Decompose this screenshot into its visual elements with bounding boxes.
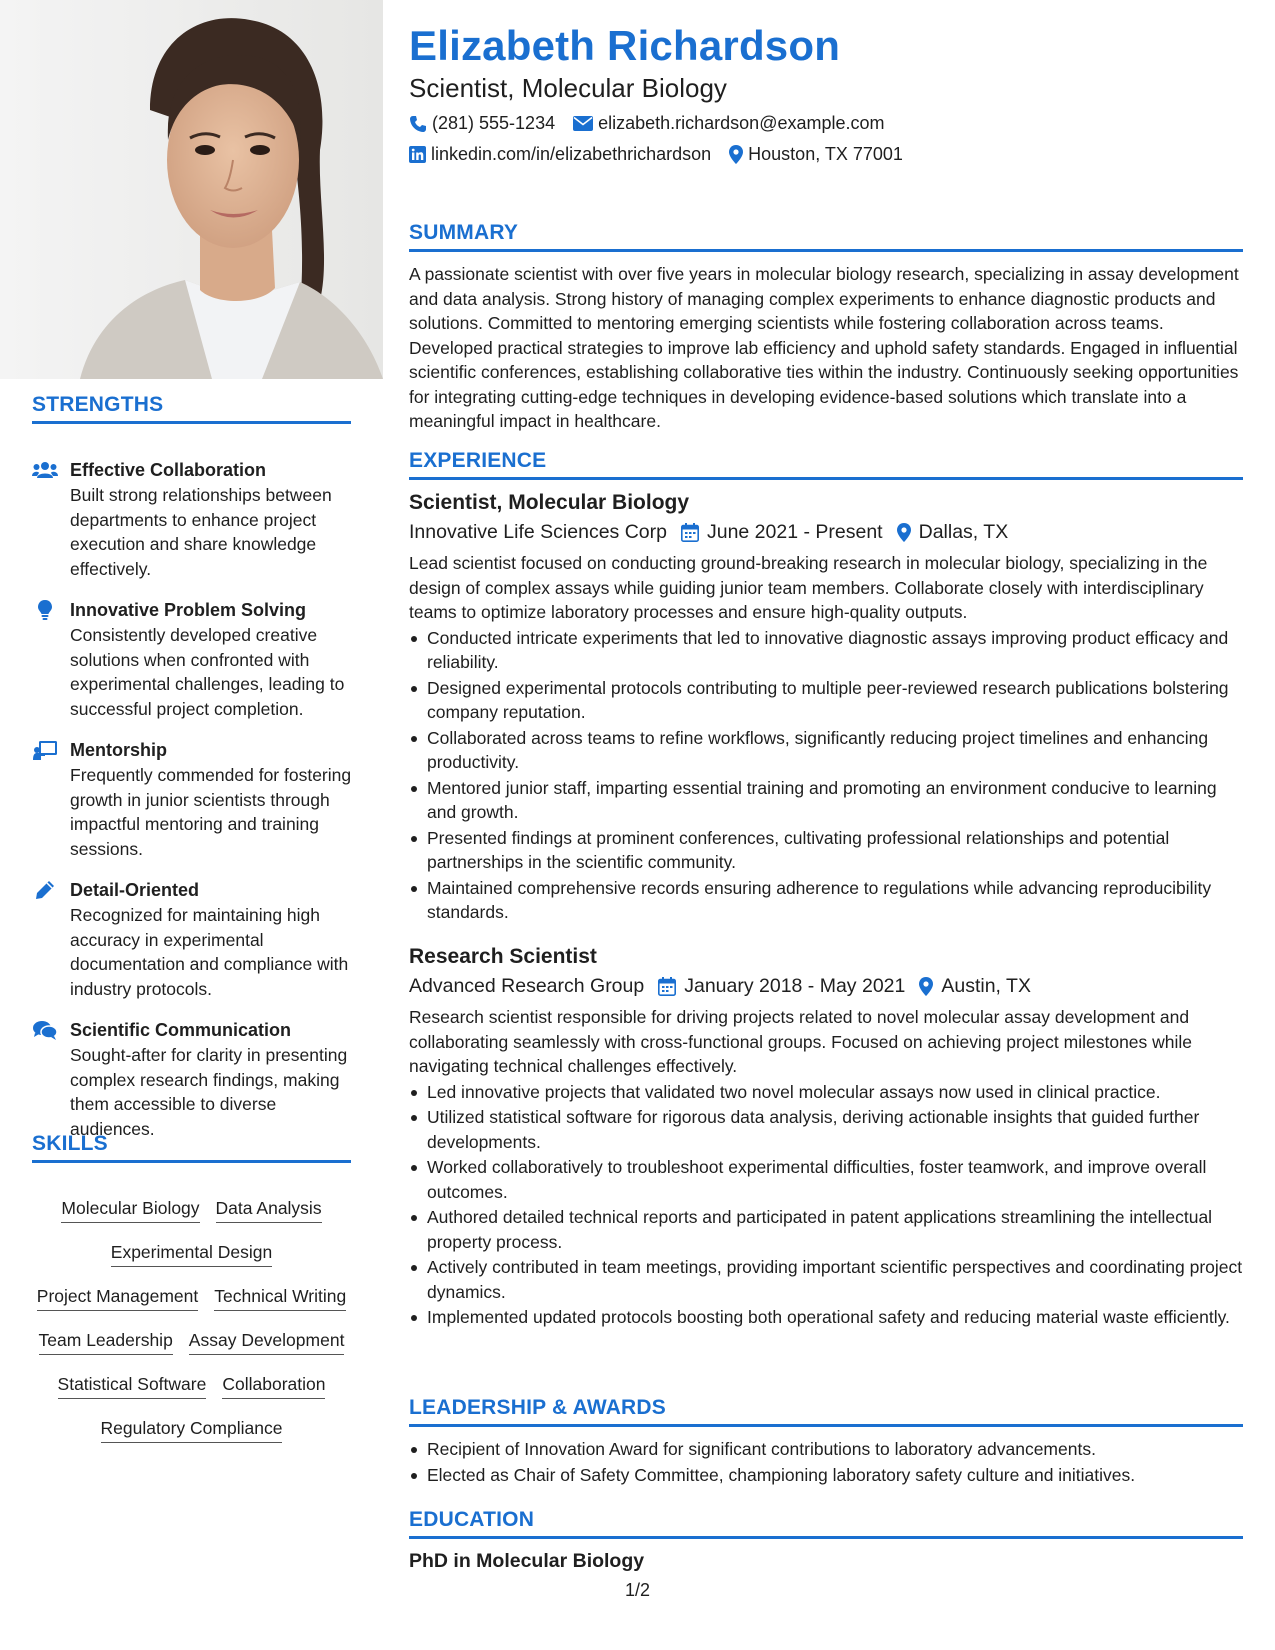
strengths-heading: STRENGTHS <box>32 393 351 424</box>
job-entry <box>409 489 1243 926</box>
skill-tag: Regulatory Compliance <box>101 1416 283 1443</box>
job-summary: Research scientist responsible for driving projects related to novel molecular assay development and collaborating seamlessly with cross-functional groups. Focused on achieving project milestones while navigating technical challenges effectively. <box>409 1007 1193 1076</box>
map-pin-icon <box>897 523 911 542</box>
list-item: Presented findings at prominent conferences, cultivating professional relationships and potential partnerships in the scientific community. <box>409 826 1243 875</box>
list-item: Utilized statistical software for rigorous data analysis, deriving actionable insights that guided further developments. <box>409 1105 1243 1154</box>
strength-item <box>32 878 357 1001</box>
envelope-icon <box>573 116 593 131</box>
strength-item <box>32 598 357 721</box>
strength-description: Consistently developed creative solutions when confronted with experimental challenges, leading to successful project completion. <box>70 625 345 719</box>
pencil-icon <box>32 880 58 900</box>
skills-list <box>32 1196 351 1443</box>
phone-icon <box>409 115 427 133</box>
comments-icon <box>32 1020 58 1040</box>
job-meta <box>409 521 1243 544</box>
job-location-text: Austin, TX <box>941 975 1031 997</box>
summary-text: A passionate scientist with over five years in molecular biology research, specializing in assay development and data analysis. Strong history of managing complex experiments to enhance diagnostic products and solutions. Committed to mentoring emerging scientists while fostering collaboration across teams. Developed practical strategies to improve lab efficiency and uphold safety standards. Engaged in influential scientific conferences, establishing collaborative ties within the industry. Continuously seeking opportunities for integrating cutting-edge techniques in developing evidence-based solutions which translate into a meaningful impact in healthcare. <box>409 264 1239 431</box>
chalkboard-teacher-icon <box>32 740 58 760</box>
sidebar <box>0 0 383 1650</box>
contact-row-1 <box>409 113 903 134</box>
map-pin-icon <box>919 977 933 996</box>
list-item: Worked collaboratively to troubleshoot experimental difficulties, foster teamwork, and improve overall outcomes. <box>409 1155 1243 1204</box>
job-dates-text: January 2018 - May 2021 <box>684 975 906 997</box>
strength-title: Detail-Oriented <box>70 880 200 900</box>
job-company: Advanced Research Group <box>409 975 645 997</box>
contact-email <box>573 113 884 134</box>
skill-tag: Molecular Biology <box>61 1196 199 1223</box>
job-summary: Lead scientist focused on conducting ground-breaking research in molecular biology, specializing in the design of complex assays while guiding junior team members. Collaborate closely with interdisciplinary teams to optimize laboratory processes and ensure high-quality outputs. <box>409 553 1208 622</box>
contact-linkedin <box>409 144 711 165</box>
contact-row-2 <box>409 144 921 165</box>
job-meta <box>409 975 1243 998</box>
job-title: Scientist, Molecular Biology <box>409 491 690 514</box>
contact-location <box>729 144 903 165</box>
list-item: Collaborated across teams to refine workflows, significantly reducing project timelines and enhancing productivity. <box>409 726 1243 775</box>
strength-title: Effective Collaboration <box>70 460 267 480</box>
job-dates <box>681 521 883 544</box>
list-item: Implemented updated protocols boosting both operational safety and reducing material waste efficiently. <box>409 1305 1243 1330</box>
job-dates <box>658 975 905 998</box>
leadership-list <box>409 1437 1243 1488</box>
calendar-icon <box>681 523 699 542</box>
list-item: Designed experimental protocols contributing to multiple peer-reviewed research publications bolstering company reputation. <box>409 676 1243 725</box>
list-item: Authored detailed technical reports and participated in patent applications streamlining the intellectual property process. <box>409 1205 1243 1254</box>
education-heading: EDUCATION <box>409 1508 1243 1539</box>
strength-item <box>32 738 357 861</box>
skill-tag: Data Analysis <box>216 1196 322 1223</box>
map-pin-icon <box>729 145 743 164</box>
experience-heading: EXPERIENCE <box>409 449 1243 480</box>
list-item: Actively contributed in team meetings, providing important scientific perspectives and coordinating project dynamics. <box>409 1255 1243 1304</box>
strength-description: Frequently commended for fostering growth in junior scientists through impactful mentoring and training sessions. <box>70 765 352 859</box>
job-dates-text: June 2021 - Present <box>706 521 883 543</box>
job-bullets <box>409 626 1243 925</box>
job-entry <box>409 943 1243 1331</box>
skill-tag: Project Management <box>37 1284 198 1311</box>
list-item: Recipient of Innovation Award for significant contributions to laboratory advancements. <box>409 1437 1243 1462</box>
job-location-text: Dallas, TX <box>918 521 1009 543</box>
users-icon <box>32 460 58 480</box>
skill-tag: Collaboration <box>222 1372 325 1399</box>
skill-tag: Experimental Design <box>111 1240 272 1267</box>
list-item: Elected as Chair of Safety Committee, championing laboratory safety culture and initiatives. <box>409 1463 1243 1488</box>
job-title: Research Scientist <box>409 945 597 968</box>
skill-tag: Team Leadership <box>39 1328 173 1355</box>
job-location <box>897 521 1009 544</box>
leadership-heading: LEADERSHIP & AWARDS <box>409 1396 1243 1427</box>
strength-title: Mentorship <box>70 740 167 760</box>
location-text: Houston, TX 77001 <box>748 144 903 164</box>
phone-text: (281) 555-1234 <box>432 113 556 133</box>
skill-tag: Statistical Software <box>58 1372 207 1399</box>
education-degree: PhD in Molecular Biology <box>409 1550 645 1572</box>
contact-phone <box>409 113 555 134</box>
strength-title: Scientific Communication <box>70 1020 292 1040</box>
list-item: Led innovative projects that validated two novel molecular assays now used in clinical practice. <box>409 1080 1243 1105</box>
strength-description: Recognized for maintaining high accuracy in experimental documentation and compliance with industry protocols. <box>70 905 349 999</box>
email-text: elizabeth.richardson@example.com <box>598 113 885 133</box>
lightbulb-icon <box>32 600 58 620</box>
linkedin-text: linkedin.com/in/elizabethrichardson <box>431 144 712 164</box>
list-item: Maintained comprehensive records ensuring adherence to regulations while advancing reproducibility standards. <box>409 876 1243 925</box>
skills-heading: SKILLS <box>32 1132 351 1163</box>
candidate-title: Scientist, Molecular Biology <box>409 73 727 103</box>
job-company: Innovative Life Sciences Corp <box>409 521 667 543</box>
strength-description: Built strong relationships between departments to enhance project execution and share knowledge effectively. <box>70 485 332 579</box>
job-bullets <box>409 1080 1243 1330</box>
list-item: Mentored junior staff, imparting essential training and promoting an environment conducive to learning and growth. <box>409 776 1243 825</box>
strength-description: Sought-after for clarity in presenting complex research findings, making them accessible to diverse audiences. <box>70 1045 348 1139</box>
list-item: Conducted intricate experiments that led to innovative diagnostic assays improving product efficacy and reliability. <box>409 626 1243 675</box>
skill-tag: Technical Writing <box>214 1284 346 1311</box>
calendar-icon <box>658 977 676 996</box>
profile-photo <box>0 0 383 379</box>
summary-heading: SUMMARY <box>409 221 1243 252</box>
linkedin-icon <box>409 146 426 163</box>
strengths-list <box>32 458 357 1158</box>
candidate-name: Elizabeth Richardson <box>409 22 841 69</box>
strength-title: Innovative Problem Solving <box>70 600 307 620</box>
job-location <box>919 975 1031 998</box>
strength-item <box>32 1018 357 1141</box>
strength-item <box>32 458 357 581</box>
page-number: 1/2 <box>624 1580 651 1600</box>
skill-tag: Assay Development <box>189 1328 345 1355</box>
